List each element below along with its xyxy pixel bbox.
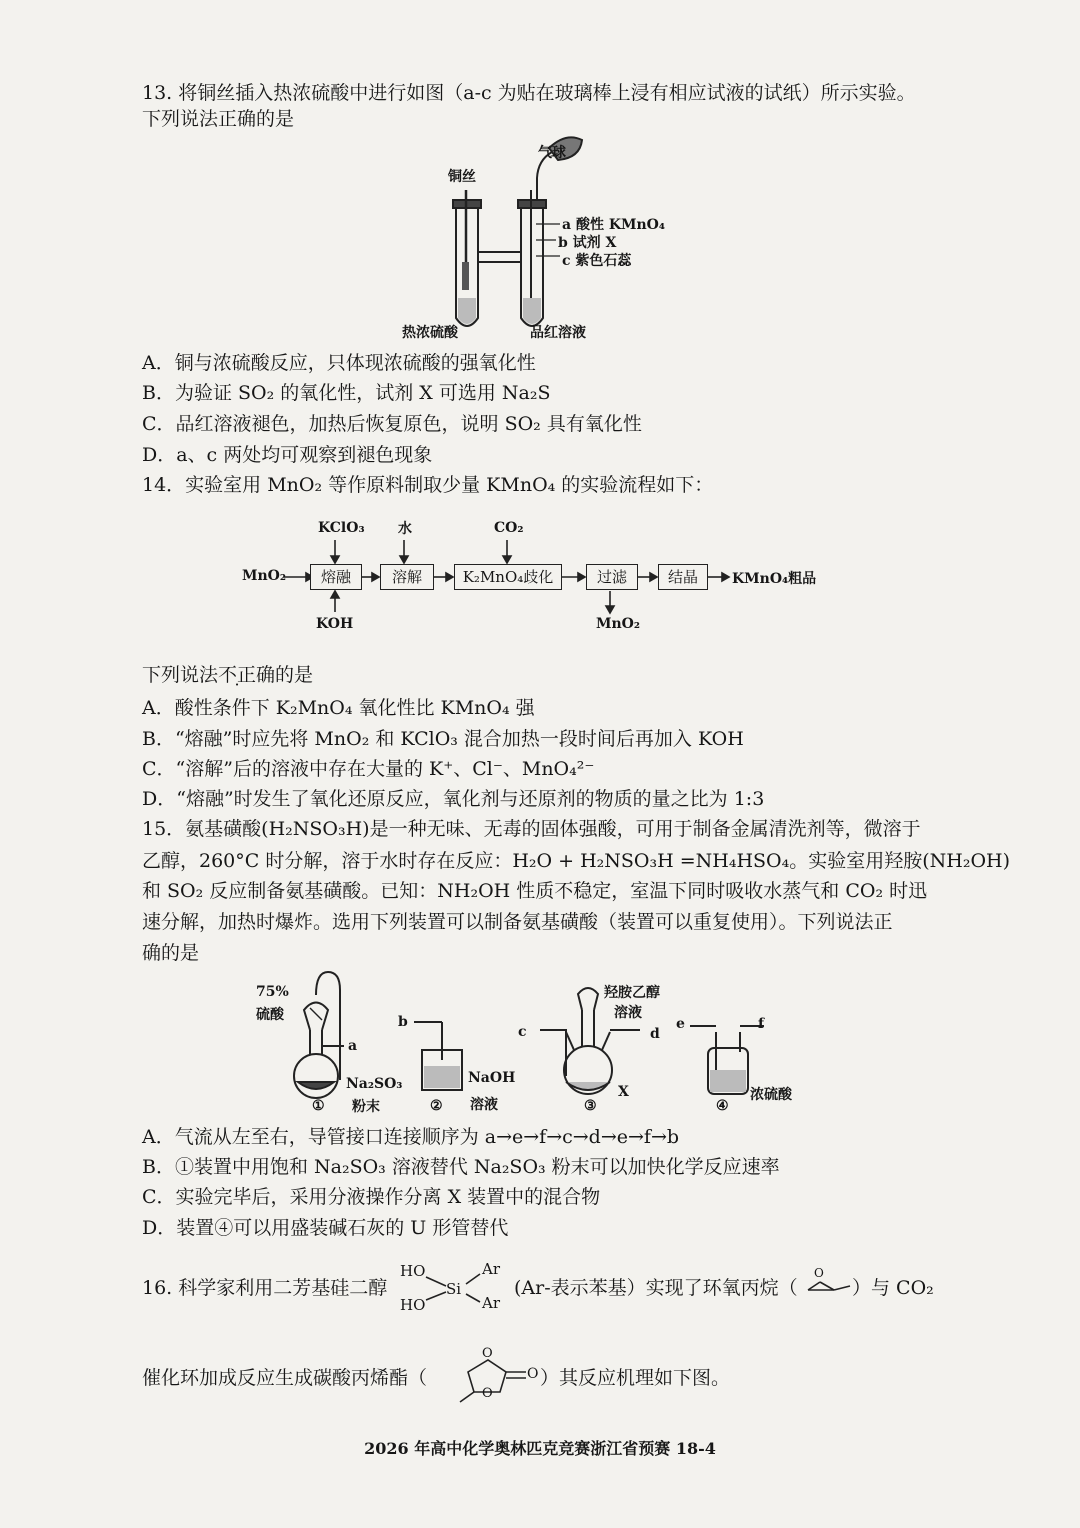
q13-option-b: B．为验证 SO₂ 的氧化性，试剂 X 可选用 Na₂S xyxy=(142,382,551,404)
apparatus-4-number: ④ xyxy=(716,1098,729,1114)
flow-input-water: 水 xyxy=(398,521,412,537)
q14-option-c: C．“溶解”后的溶液中存在大量的 K⁺、Cl⁻、MnO₄²⁻ xyxy=(142,758,595,780)
q15-stem-line4: 速分解，加热时爆炸。选用下列装置可以制备氨基磺酸（装置可以重复使用）。下列说法正 xyxy=(142,911,893,933)
page-footer: 2026 年高中化学奥林匹克竞赛浙江省预赛 18-4 xyxy=(364,1439,716,1458)
q13-option-a: A．铜与浓硫酸反应，只体现浓硫酸的强氧化性 xyxy=(142,352,536,374)
paper-c-label: c 紫色石蕊 xyxy=(562,253,632,269)
paper-b-label: b 试剂 X xyxy=(558,235,617,251)
acid-label: 硫酸 xyxy=(256,1007,284,1023)
port-d-label: d xyxy=(650,1026,660,1042)
q14-option-d: D．“熔融”时发生了氧化还原反应，氧化剂与还原剂的物质的量之比为 1:3 xyxy=(142,788,765,810)
balloon-label: 气球 xyxy=(538,145,566,161)
q15-option-c: C．实验完毕后，采用分液操作分离 X 装置中的混合物 xyxy=(142,1186,601,1208)
port-f-label: f xyxy=(758,1016,765,1032)
q14-option-b: B．“熔融”时应先将 MnO₂ 和 KClO₃ 混合加热一段时间后再加入 KOH xyxy=(142,728,744,750)
x-label: X xyxy=(618,1084,629,1100)
q15-stem-line5: 确的是 xyxy=(142,942,200,964)
flow-box-filter: 过滤 xyxy=(586,564,638,590)
acid-percent-label: 75% xyxy=(256,984,289,1000)
hydroxylamine-solution-label: 溶液 xyxy=(614,1005,642,1021)
q16-line2-pre: 催化环加成反应生成碳酸丙烯酯（ xyxy=(142,1367,428,1389)
port-c-label: c xyxy=(518,1024,527,1040)
flow-box-melt: 熔融 xyxy=(310,564,362,590)
q14-question-emphasis: 不正 xyxy=(218,664,257,686)
q16-line2-post: ）其反应机理如下图。 xyxy=(540,1367,731,1389)
q16-line1-mid: (Ar-表示苯基）实现了环氧丙烷（ xyxy=(514,1277,798,1299)
apparatus-2-number: ② xyxy=(430,1098,443,1114)
q13-option-c: C．品红溶液褪色，加热后恢复原色，说明 SO₂ 具有氧化性 xyxy=(142,413,642,435)
q15-option-b: B．①装置中用饱和 Na₂SO₃ 溶液替代 Na₂SO₃ 粉末可以加快化学反应速率 xyxy=(142,1156,780,1178)
silanediol-ar-bottom: Ar xyxy=(482,1294,501,1312)
port-b-label: b xyxy=(398,1014,408,1030)
q14-question-post: 确的是 xyxy=(256,664,314,686)
q14-stem: 14．实验室用 MnO₂ 等作原料制取少量 KMnO₄ 的实验流程如下： xyxy=(142,474,714,496)
carbonate-ring-oxygen-bottom: O xyxy=(482,1386,493,1401)
flow-input-co2: CO₂ xyxy=(494,520,524,536)
q13-option-d: D．a、c 两处均可观察到褪色现象 xyxy=(142,444,433,466)
copper-wire-label: 铜丝 xyxy=(448,169,476,185)
left-tube-label: 热浓硫酸 xyxy=(402,325,458,341)
conc-sulfuric-label: 浓硫酸 xyxy=(750,1087,792,1103)
flow-output-mno2: MnO₂ xyxy=(596,616,641,632)
q14-option-a: A．酸性条件下 K₂MnO₄ 氧化性比 KMnO₄ 强 xyxy=(142,697,535,719)
carbonyl-oxygen: O xyxy=(527,1366,539,1382)
q15-option-d: D．装置④可以用盛装碱石灰的 U 形管替代 xyxy=(142,1217,509,1239)
paper-a-label: a 酸性 KMnO₄ xyxy=(562,217,665,233)
q15-option-a: A．气流从左至右，导管接口连接顺序为 a→e→f→c→d→e→f→b xyxy=(142,1126,680,1148)
q16-line1-pre: 16. 科学家利用二芳基硅二醇 xyxy=(142,1277,388,1299)
q13-stem-line2: 下列说法正确的是 xyxy=(142,108,295,130)
naoh-solution-label: 溶液 xyxy=(470,1097,498,1113)
q15-stem-line3: 和 SO₂ 反应制备氨基磺酸。已知：NH₂OH 性质不稳定，室温下同时吸收水蒸气和 CO₂ 时迅 xyxy=(142,880,928,902)
na2so3-label: Na₂SO₃ xyxy=(346,1076,403,1092)
q13-stem-line1: 13. 将铜丝插入热浓硫酸中进行如图（a-c 为贴在玻璃棒上浸有相应试液的试纸）所示实验。 xyxy=(142,82,916,104)
hydroxylamine-label: 羟胺乙醇 xyxy=(604,985,660,1001)
silanediol-ho-top: HO xyxy=(400,1262,426,1280)
powder-label: 粉末 xyxy=(352,1099,380,1115)
silanediol-ho-bottom: HO xyxy=(400,1296,426,1314)
flow-box-crystallize: 结晶 xyxy=(658,564,708,590)
flow-box-dissolve: 溶解 xyxy=(380,564,434,590)
silanediol-si: Si xyxy=(446,1280,462,1298)
naoh-label: NaOH xyxy=(468,1070,516,1086)
q15-stem-line2: 乙醇，260°C 时分解，溶于水时存在反应：H₂O + H₂NSO₃H =NH₄HSO₄。实验室用羟胺(NH₂OH) xyxy=(142,850,1011,872)
port-e-label: e xyxy=(676,1016,685,1032)
right-tube-label: 品红溶液 xyxy=(530,325,586,341)
flow-box-disproportionation: K₂MnO₄歧化 xyxy=(454,564,562,590)
q14-question xyxy=(142,662,313,688)
silanediol-ar-top: Ar xyxy=(482,1260,501,1278)
flow-input-kclo3: KClO₃ xyxy=(318,520,365,536)
flow-input-koh: KOH xyxy=(316,616,354,632)
flow-end: KMnO₄粗品 xyxy=(732,571,817,587)
flow-start: MnO₂ xyxy=(242,568,287,584)
apparatus-1-number: ① xyxy=(312,1098,325,1114)
q15-stem-line1: 15．氨基磺酸(H₂NSO₃H)是一种无味、无毒的固体强酸，可用于制备金属清洗剂等，微溶于 xyxy=(142,818,921,840)
q14-question-pre: 下列说法 xyxy=(142,664,219,686)
port-a-label: a xyxy=(348,1038,358,1054)
q16-line1-post: ）与 CO₂ xyxy=(852,1277,934,1299)
epoxide-oxygen: O xyxy=(814,1266,824,1280)
apparatus-3-number: ③ xyxy=(584,1098,597,1114)
carbonate-ring-oxygen-top: O xyxy=(482,1346,493,1361)
